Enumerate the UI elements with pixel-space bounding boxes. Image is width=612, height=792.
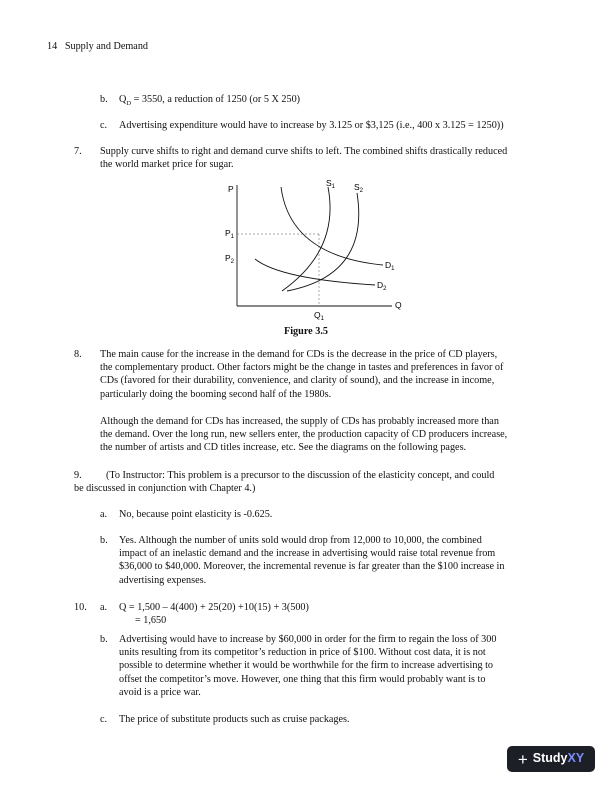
q10c-marker: c. — [100, 714, 108, 725]
q9-intro-line-1: (To Instructor: This problem is a precursor to the discussion of the elasticity concept, and could — [106, 470, 495, 481]
page-header — [47, 40, 148, 53]
q7-text: Supply curve shifts to right and demand curve shifts to left. The combined shifts drastically reduced the world market price for sugar. — [100, 146, 508, 171]
plus-icon: + — [517, 749, 528, 769]
q10a-equation: Q = 1,500 – 4(400) + 25(20) +10(15) + 3(500) — [119, 602, 309, 613]
q8-paragraph-2: Although the demand for CDs has increased, the supply of CDs has probably increased more than the demand. Over the long run, new sellers enter, the production capacity of CD producers increase, the number of artists and CD titles increase, etc. See the diagrams on the following pages. — [100, 416, 508, 454]
label-d2: $D_2$ — [377, 280, 387, 292]
axis-label-q: Q — [395, 300, 402, 310]
label-q1: $Q_1$ — [314, 310, 324, 322]
label-s1: $S_1$ — [326, 178, 336, 190]
q9-intro-line-2: be discussed in conjunction with Chapter 4.) — [74, 483, 256, 494]
q10a-marker: a. — [100, 602, 108, 613]
q9a-marker: a. — [100, 509, 108, 520]
q9-number: 9. — [74, 470, 82, 481]
q10-number: 10. — [74, 602, 87, 613]
demand-curve-d2 — [255, 259, 375, 285]
axis-label-p: P — [228, 184, 234, 194]
label-s2: $S_2$ — [354, 182, 364, 194]
q10c-text: The price of substitute products such as cruise packages. — [119, 714, 350, 725]
brand-text: StudyXY — [532, 751, 585, 766]
q6b-text: $Q_D = 3550$, a reduction of 1250 (or 5 X 250) — [119, 94, 301, 108]
q9a-text: No, because point elasticity is -0.625. — [119, 509, 273, 520]
q8-number: 8. — [74, 349, 82, 360]
label-d1: $D_1$ — [385, 260, 395, 272]
label-p2: $P_2$ — [225, 253, 235, 265]
q9b-text: Yes. Although the number of units sold would drop from 12,000 to 10,000, the combined impact of an inelastic demand and the increase in advertising would raise total revenue from $36,000 to $40,000. Moreover, the incremental revenue is far greater than the $100 increase in advertising expenses. — [119, 535, 505, 586]
q10a-result: = 1,650 — [135, 615, 167, 626]
demand-curve-d1 — [281, 187, 383, 265]
q6c-marker: c. — [100, 120, 108, 131]
running-title: Supply and Demand — [64, 41, 149, 52]
supply-demand-figure — [220, 175, 420, 325]
q8-paragraph-1: The main cause for the increase in the demand for CDs is the decrease in the price of CD players, the complementary product. Other factors might be the change in tastes and preferences in favor of CDs (favored for their durability, convenience, and clarity of sound), and the increase in income, particularly doing the booming second half of the 1980s. — [100, 349, 504, 400]
label-p1: $P_1$ — [225, 228, 235, 240]
page-number: 14 — [47, 41, 58, 52]
q7-number: 7. — [74, 146, 82, 157]
figure-caption: Figure 3.5 — [284, 326, 328, 337]
q10b-text: Advertising would have to increase by $60,000 in order for the firm to regain the loss of 300 units resulting from its competitor’s reduction in price of $100. Without cost data, it is not possible to determine whether it would be worthwhile for the firm to increase advertising to offset the competitor’s move. However, one thing that this firm would probably want is to avoid is a price war. — [119, 634, 497, 698]
q10b-marker: b. — [100, 634, 108, 645]
q6b-marker: b. — [100, 94, 108, 105]
supply-curve-s1 — [282, 187, 330, 291]
studyxy-badge[interactable] — [507, 746, 595, 772]
q6c-text: Advertising expenditure would have to increase by 3.125 or $3,125 (i.e., 400 x 3.125 = 1250)) — [119, 120, 504, 131]
q9b-marker: b. — [100, 535, 108, 546]
supply-curve-s2 — [287, 193, 359, 291]
